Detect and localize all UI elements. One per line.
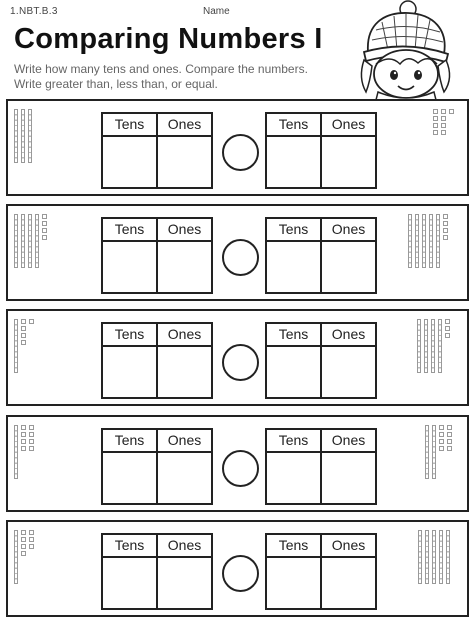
base-ten-rod-icon xyxy=(422,214,426,268)
unit-cube-icon xyxy=(42,221,47,226)
left-place-value-table xyxy=(101,217,213,294)
base-ten-rod-icon xyxy=(431,319,435,373)
name-label: Name xyxy=(203,6,230,17)
comparison-symbol-circle[interactable] xyxy=(222,450,259,487)
table-header xyxy=(103,219,211,242)
tens-header: Tens xyxy=(103,324,158,345)
tens-answer-box[interactable] xyxy=(267,453,322,503)
base-ten-rod-icon xyxy=(432,530,436,584)
comparison-symbol-circle[interactable] xyxy=(222,555,259,592)
unit-cube-icon xyxy=(21,319,26,324)
unit-cube-icon xyxy=(29,446,34,451)
unit-cube-icon xyxy=(21,544,26,549)
unit-cube-icon xyxy=(433,116,438,121)
ones-answer-box[interactable] xyxy=(158,558,211,608)
ones-answer-box[interactable] xyxy=(322,347,375,397)
unit-cube-icon xyxy=(21,439,26,444)
base-ten-rod-icon xyxy=(439,530,443,584)
table-header xyxy=(267,430,375,453)
table-header xyxy=(267,535,375,558)
table-header xyxy=(267,219,375,242)
right-place-value-table xyxy=(265,322,377,399)
unit-cube-icon xyxy=(439,439,444,444)
comparison-row xyxy=(6,415,469,512)
unit-cube-icon xyxy=(443,228,448,233)
unit-cube-icon xyxy=(443,214,448,219)
base-ten-rod-icon xyxy=(429,214,433,268)
ones-answer-box[interactable] xyxy=(158,453,211,503)
unit-cube-icon xyxy=(21,551,26,556)
comparison-row xyxy=(6,99,469,196)
tens-answer-box[interactable] xyxy=(103,558,158,608)
unit-cube-icon xyxy=(21,530,26,535)
unit-cube-icon xyxy=(21,326,26,331)
ones-answer-box[interactable] xyxy=(322,453,375,503)
unit-cube-icon xyxy=(439,432,444,437)
unit-cube-icon xyxy=(439,446,444,451)
base-ten-rod-icon xyxy=(14,319,18,373)
base-ten-rod-icon xyxy=(424,319,428,373)
unit-cube-icon xyxy=(441,130,446,135)
unit-cube-icon xyxy=(445,319,450,324)
girl-in-winter-hat-illustration xyxy=(342,0,460,100)
unit-cube-icon xyxy=(433,130,438,135)
tens-answer-box[interactable] xyxy=(267,137,322,187)
base-ten-rod-icon xyxy=(415,214,419,268)
base-ten-rod-icon xyxy=(417,319,421,373)
unit-cube-icon xyxy=(439,425,444,430)
page-title: Comparing Numbers I xyxy=(14,23,323,55)
right-place-value-table xyxy=(265,533,377,610)
base-ten-rod-icon xyxy=(28,109,32,163)
left-place-value-table xyxy=(101,112,213,189)
unit-cube-icon xyxy=(29,425,34,430)
unit-cube-icon xyxy=(29,544,34,549)
unit-cube-icon xyxy=(29,537,34,542)
unit-cube-icon xyxy=(449,109,454,114)
base-ten-rod-icon xyxy=(21,214,25,268)
table-header xyxy=(267,324,375,347)
unit-cube-icon xyxy=(447,425,452,430)
ones-answer-box[interactable] xyxy=(322,137,375,187)
base-ten-rod-icon xyxy=(425,530,429,584)
base-ten-rod-icon xyxy=(14,214,18,268)
base-ten-rod-icon xyxy=(438,319,442,373)
right-place-value-table xyxy=(265,217,377,294)
left-base-ten-blocks xyxy=(14,109,32,191)
ones-header: Ones xyxy=(167,326,202,342)
unit-cube-icon xyxy=(29,432,34,437)
base-ten-rod-icon xyxy=(35,214,39,268)
left-base-ten-blocks xyxy=(14,425,34,507)
unit-cube-icon xyxy=(42,214,47,219)
instructions: Write how many tens and ones. Compare the numbers. Write greater than, less than, or equal. xyxy=(14,62,308,91)
base-ten-rod-icon xyxy=(14,425,18,479)
base-ten-rod-icon xyxy=(432,425,436,479)
comparison-row xyxy=(6,309,469,406)
ones-header: Ones xyxy=(331,432,366,448)
unit-cube-icon xyxy=(447,432,452,437)
comparison-row xyxy=(6,520,469,617)
table-header xyxy=(267,114,375,137)
comparison-symbol-circle[interactable] xyxy=(222,239,259,276)
worksheet-header xyxy=(0,0,474,96)
tens-answer-box[interactable] xyxy=(103,347,158,397)
tens-header: Tens xyxy=(267,430,322,451)
unit-cube-icon xyxy=(21,432,26,437)
unit-cube-icon xyxy=(447,439,452,444)
unit-cube-icon xyxy=(441,123,446,128)
tens-answer-box[interactable] xyxy=(267,242,322,292)
left-base-ten-blocks xyxy=(14,319,34,401)
unit-cube-icon xyxy=(433,123,438,128)
comparison-symbol-circle[interactable] xyxy=(222,344,259,381)
unit-cube-icon xyxy=(21,446,26,451)
tens-answer-box[interactable] xyxy=(103,242,158,292)
comparison-row xyxy=(6,204,469,301)
base-ten-rod-icon xyxy=(14,109,18,163)
unit-cube-icon xyxy=(445,326,450,331)
tens-header: Tens xyxy=(103,114,158,135)
tens-header: Tens xyxy=(103,535,158,556)
right-base-ten-blocks xyxy=(425,425,452,507)
tens-answer-box[interactable] xyxy=(267,558,322,608)
ones-answer-box[interactable] xyxy=(322,558,375,608)
unit-cube-icon xyxy=(21,537,26,542)
tens-header: Tens xyxy=(103,430,158,451)
unit-cube-icon xyxy=(443,235,448,240)
tens-answer-box[interactable] xyxy=(267,347,322,397)
left-place-value-table xyxy=(101,428,213,505)
base-ten-rod-icon xyxy=(28,214,32,268)
table-header xyxy=(103,324,211,347)
base-ten-rod-icon xyxy=(425,425,429,479)
unit-cube-icon xyxy=(21,425,26,430)
base-ten-rod-icon xyxy=(436,214,440,268)
tens-header: Tens xyxy=(103,219,158,240)
table-header xyxy=(103,535,211,558)
ones-header: Ones xyxy=(167,432,202,448)
ones-answer-box[interactable] xyxy=(158,242,211,292)
right-place-value-table xyxy=(265,112,377,189)
table-header xyxy=(103,430,211,453)
unit-cube-icon xyxy=(21,333,26,338)
base-ten-rod-icon xyxy=(21,109,25,163)
unit-cube-icon xyxy=(441,116,446,121)
tens-answer-box[interactable] xyxy=(103,453,158,503)
ones-header: Ones xyxy=(331,116,366,132)
tens-header: Tens xyxy=(267,114,322,135)
ones-answer-box[interactable] xyxy=(322,242,375,292)
ones-header: Ones xyxy=(167,116,202,132)
standard-code: 1.NBT.B.3 xyxy=(10,6,58,17)
left-place-value-table xyxy=(101,533,213,610)
right-place-value-table xyxy=(265,428,377,505)
tens-header: Tens xyxy=(267,324,322,345)
unit-cube-icon xyxy=(42,228,47,233)
comparison-symbol-circle[interactable] xyxy=(222,134,259,171)
unit-cube-icon xyxy=(447,446,452,451)
ones-header: Ones xyxy=(331,221,366,237)
ones-answer-box[interactable] xyxy=(158,347,211,397)
unit-cube-icon xyxy=(443,221,448,226)
unit-cube-icon xyxy=(29,530,34,535)
right-base-ten-blocks xyxy=(418,530,450,612)
unit-cube-icon xyxy=(21,340,26,345)
unit-cube-icon xyxy=(29,319,34,324)
unit-cube-icon xyxy=(433,109,438,114)
right-base-ten-blocks xyxy=(417,319,450,401)
ones-header: Ones xyxy=(331,537,366,553)
tens-answer-box[interactable] xyxy=(103,137,158,187)
left-place-value-table xyxy=(101,322,213,399)
left-base-ten-blocks xyxy=(14,530,34,612)
unit-cube-icon xyxy=(29,439,34,444)
ones-answer-box[interactable] xyxy=(158,137,211,187)
right-base-ten-blocks xyxy=(433,109,454,191)
base-ten-rod-icon xyxy=(418,530,422,584)
ones-header: Ones xyxy=(167,221,202,237)
base-ten-rod-icon xyxy=(14,530,18,584)
base-ten-rod-icon xyxy=(408,214,412,268)
ones-header: Ones xyxy=(331,326,366,342)
ones-header: Ones xyxy=(167,537,202,553)
tens-header: Tens xyxy=(267,219,322,240)
right-base-ten-blocks xyxy=(408,214,448,296)
unit-cube-icon xyxy=(445,333,450,338)
table-header xyxy=(103,114,211,137)
tens-header: Tens xyxy=(267,535,322,556)
left-base-ten-blocks xyxy=(14,214,47,296)
unit-cube-icon xyxy=(42,235,47,240)
unit-cube-icon xyxy=(441,109,446,114)
base-ten-rod-icon xyxy=(446,530,450,584)
